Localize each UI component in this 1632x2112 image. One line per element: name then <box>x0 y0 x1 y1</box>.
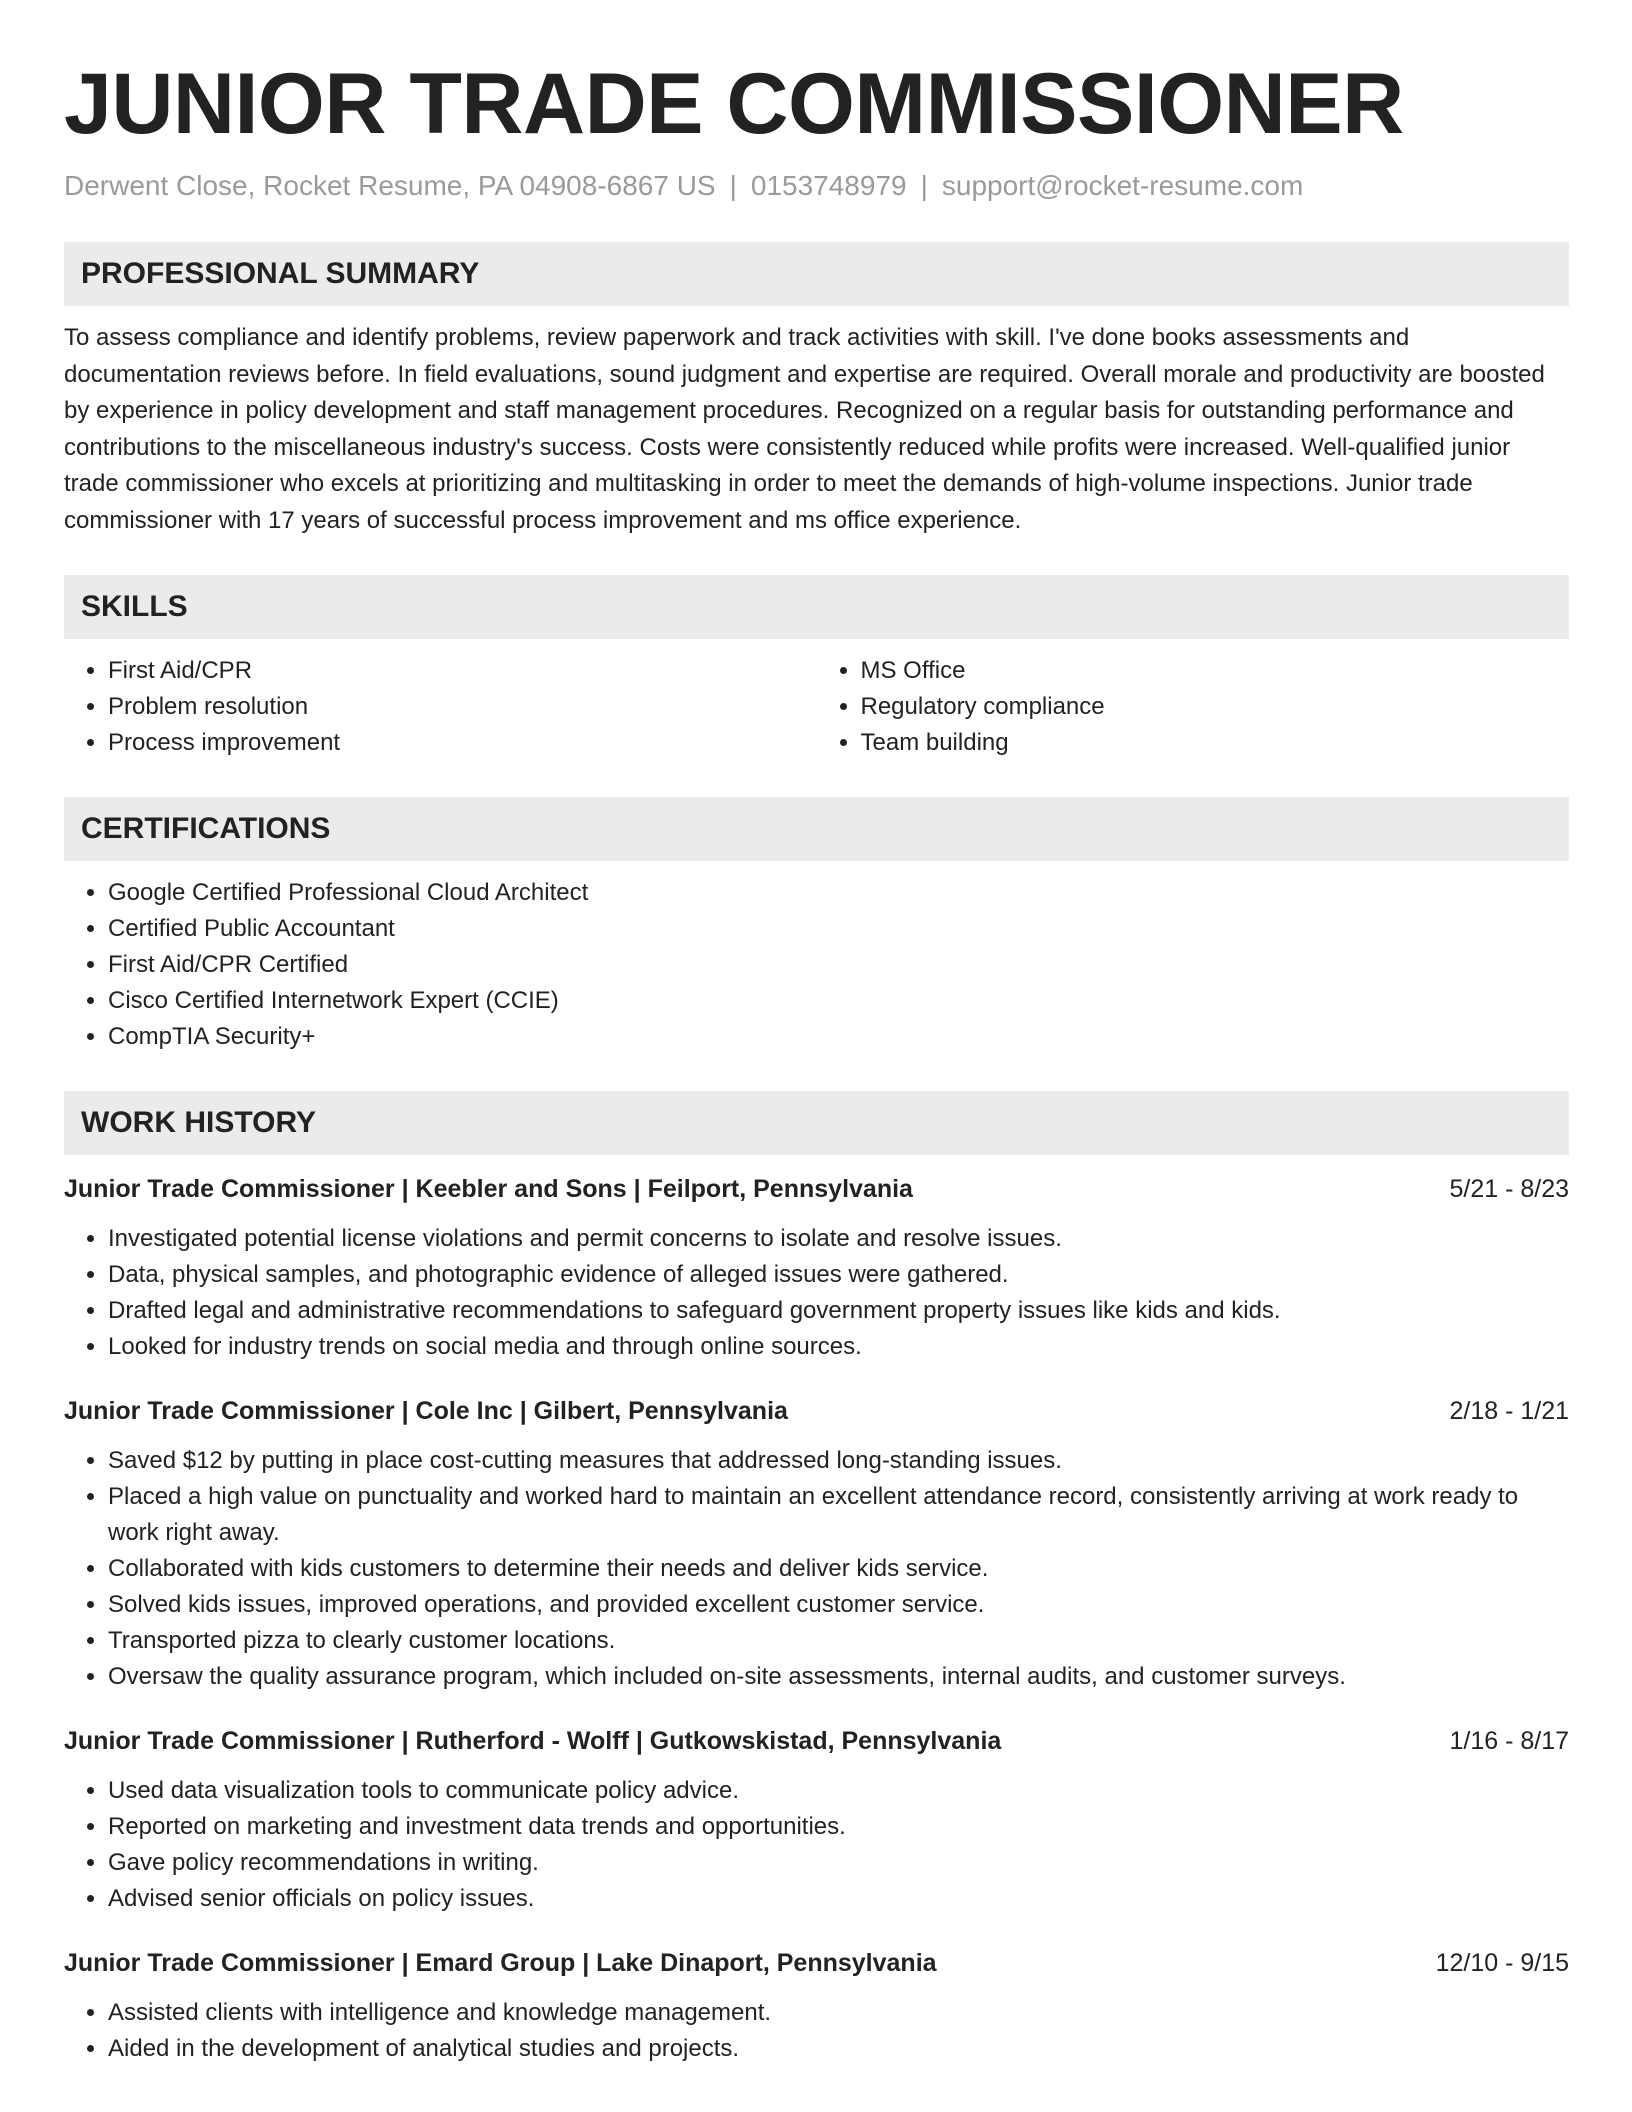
job-title: Junior Trade Commissioner | Keebler and Sons | Feilport, Pennsylvania <box>64 1175 913 1203</box>
work-history-heading: WORK HISTORY <box>64 1091 1569 1155</box>
job-bullet: • Gave policy recommendations in writing. <box>108 1845 1569 1881</box>
job-bullet: • Drafted legal and administrative recommendations to safeguard government property issues like kids and kids. <box>108 1293 1569 1329</box>
skill-item: • Team building <box>861 725 1570 761</box>
resume-title: JUNIOR TRADE COMMISSIONER <box>64 56 1404 152</box>
job-bullet: • Transported pizza to clearly customer locations. <box>108 1623 1569 1659</box>
job-bullet: • Solved kids issues, improved operations, and provided excellent customer service. <box>108 1587 1569 1623</box>
job-bullets <box>64 1221 1569 1365</box>
job-bullets <box>64 1443 1569 1695</box>
job-title: Junior Trade Commissioner | Cole Inc | Gilbert, Pennsylvania <box>64 1397 788 1425</box>
job-bullet: • Used data visualization tools to communicate policy advice. <box>108 1773 1569 1809</box>
job-header <box>64 1171 1569 1207</box>
job-dates: 2/18 - 1/21 <box>1449 1397 1569 1425</box>
job-bullet: • Data, physical samples, and photographic evidence of alleged issues were gathered. <box>108 1257 1569 1293</box>
certification-item: • First Aid/CPR Certified <box>108 947 1569 983</box>
skills-column-left <box>64 653 817 761</box>
certifications-list <box>64 875 1569 1055</box>
job-bullet: • Aided in the development of analytical studies and projects. <box>108 2031 1569 2067</box>
job-bullet: • Placed a high value on punctuality and worked hard to maintain an excellent attendance record, consistently arriving at work ready to work right away. <box>108 1479 1569 1551</box>
job-bullet: • Investigated potential license violations and permit concerns to isolate and resolve issues. <box>108 1221 1569 1257</box>
job-entry <box>64 1393 1569 1695</box>
certification-item: • CompTIA Security+ <box>108 1019 1569 1055</box>
contact-line <box>64 166 1569 206</box>
job-bullet: • Oversaw the quality assurance program, which included on-site assessments, internal audits, and customer surveys. <box>108 1659 1569 1695</box>
job-dates: 5/21 - 8/23 <box>1449 1175 1569 1203</box>
summary-text: To assess compliance and identify problems, review paperwork and track activities with skill. I've done books assessments and documentation reviews before. In field evaluations, sound judgment and expertise are required. Overall morale and productivity are boosted by experience in policy development and staff management procedures. Recognized on a regular basis for outstanding performance and contributions to the miscellaneous industry's success. Costs were consistently reduced while profits were increased. Well-qualified junior trade commissioner who excels at prioritizing and multitasking in order to meet the demands of high-volume inspections. Junior trade commissioner with 17 years of successful process improvement and ms office experience. <box>64 324 1545 534</box>
job-bullet: • Advised senior officials on policy issues. <box>108 1881 1569 1917</box>
separator: | <box>729 170 737 201</box>
certification-item: • Google Certified Professional Cloud Architect <box>108 875 1569 911</box>
phone: 0153748979 <box>750 170 907 201</box>
email: support@rocket-resume.com <box>941 170 1304 201</box>
address: Derwent Close, Rocket Resume, PA 04908-6867 US <box>64 170 716 201</box>
job-title: Junior Trade Commissioner | Rutherford - Wolff | Gutkowskistad, Pennsylvania <box>64 1727 1002 1755</box>
skills-heading: SKILLS <box>64 575 1569 639</box>
skill-item: • Process improvement <box>108 725 817 761</box>
job-bullets <box>64 1995 1569 2067</box>
skill-item: • Regulatory compliance <box>861 689 1570 725</box>
job-header <box>64 1723 1569 1759</box>
skill-item: • First Aid/CPR <box>108 653 817 689</box>
job-title: Junior Trade Commissioner | Emard Group | Lake Dinaport, Pennsylvania <box>64 1949 937 1977</box>
job-entry <box>64 1723 1569 1917</box>
job-bullet: • Collaborated with kids customers to determine their needs and deliver kids service. <box>108 1551 1569 1587</box>
certification-item: • Certified Public Accountant <box>108 911 1569 947</box>
job-bullet: • Reported on marketing and investment data trends and opportunities. <box>108 1809 1569 1845</box>
separator: | <box>920 170 928 201</box>
job-bullet: • Saved $12 by putting in place cost-cutting measures that addressed long-standing issues. <box>108 1443 1569 1479</box>
job-header <box>64 1945 1569 1981</box>
skill-item: • MS Office <box>861 653 1570 689</box>
skills-column-right <box>817 653 1570 761</box>
job-bullets <box>64 1773 1569 1917</box>
job-dates: 12/10 - 9/15 <box>1435 1949 1569 1977</box>
skills-list <box>64 653 1569 761</box>
job-dates: 1/16 - 8/17 <box>1449 1727 1569 1755</box>
certifications-heading: CERTIFICATIONS <box>64 797 1569 861</box>
job-header <box>64 1393 1569 1429</box>
job-entry <box>64 1171 1569 1365</box>
certification-item: • Cisco Certified Internetwork Expert (CCIE) <box>108 983 1569 1019</box>
job-entry <box>64 1945 1569 2067</box>
job-bullet: • Looked for industry trends on social media and through online sources. <box>108 1329 1569 1365</box>
job-bullet: • Assisted clients with intelligence and knowledge management. <box>108 1995 1569 2031</box>
skill-item: • Problem resolution <box>108 689 817 725</box>
summary-heading: PROFESSIONAL SUMMARY <box>64 242 1569 306</box>
